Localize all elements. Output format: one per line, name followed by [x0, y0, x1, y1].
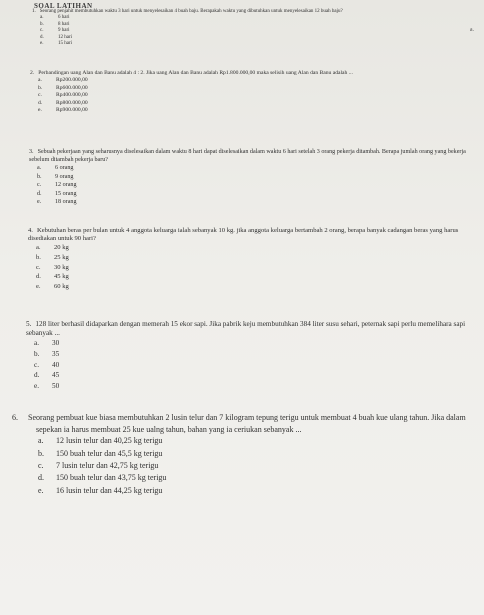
- option-text: 40: [52, 360, 60, 369]
- option-e: [34, 381, 480, 392]
- options-list: [38, 435, 480, 497]
- option-label: d.: [40, 34, 44, 40]
- option-label: d.: [34, 371, 40, 380]
- option-a: [38, 77, 480, 85]
- option-d: [36, 272, 480, 282]
- question-6-text: 6. Seorang pembuat kue biasa membutuhkan 2 lusin telur dan 7 kilogram tepung terigu untuk membuat 4 buah kue ulang tahun. Jika dalam sepekan ia harus membuat 25 kue ualng tahun, bahan yang ia ceriukan sebanyak ...: [12, 413, 466, 434]
- option-d: [37, 190, 480, 199]
- option-label: d.: [38, 99, 43, 106]
- option-b: [38, 85, 480, 93]
- options-list: [38, 77, 480, 115]
- option-label: e.: [40, 41, 44, 47]
- question-body: Perbandingan uang Alan dan Banu adalah 4 : 2. Jika uang Alan dan Banu adalah Rp1.800.000,00 maka selisih uang Alan dan Banu adalah ...: [38, 70, 353, 76]
- option-text: 20 kg: [54, 244, 69, 252]
- option-text: 50: [52, 382, 60, 391]
- option-text: 7 lusin telur dan 42,75 kg terigu: [56, 460, 159, 470]
- question-5: [26, 320, 480, 392]
- option-label: e.: [37, 199, 42, 206]
- option-label: b.: [34, 349, 40, 358]
- option-a: [38, 435, 480, 447]
- option-label: b.: [40, 21, 44, 27]
- option-label: c.: [36, 263, 41, 271]
- option-text: 45 kg: [54, 273, 69, 281]
- question-body: 128 liter berhasil didaparkan dengan memerah 15 ekor sapi. Jika pabrik keju membutuhkan 384 liter susu sehari, peternak sapi perlu memelihara sapi sebanyak ...: [26, 320, 466, 337]
- option-label: a.: [37, 165, 42, 172]
- option-e: [38, 485, 480, 497]
- option-e: [36, 282, 480, 292]
- option-text: 15 hari: [58, 41, 73, 47]
- option-d: [38, 100, 480, 108]
- option-label: c.: [38, 460, 44, 470]
- option-b: [36, 253, 480, 263]
- question-3-text: [29, 149, 480, 164]
- question-number: 4.: [28, 227, 33, 234]
- option-label: c.: [38, 92, 42, 99]
- option-label: e.: [34, 382, 39, 391]
- option-e: [40, 41, 480, 48]
- option-c: [38, 460, 480, 472]
- option-text: 18 orang: [55, 199, 77, 206]
- option-text: Rp400.000,00: [56, 92, 88, 99]
- option-label: b.: [37, 173, 42, 180]
- option-text: 12 lusin telur dan 40,25 kg terigu: [56, 436, 163, 446]
- option-text: 9 hari: [58, 28, 70, 34]
- option-label: b.: [38, 448, 44, 458]
- option-text: 15 orang: [55, 190, 77, 197]
- question-6: [12, 412, 480, 497]
- option-text: 30: [52, 339, 60, 347]
- option-label: a.: [34, 339, 39, 347]
- option-label: c.: [40, 28, 44, 34]
- question-2-text: [30, 70, 480, 77]
- option-label: c.: [37, 182, 42, 189]
- margin-note: a.: [469, 27, 474, 33]
- question-number: 2.: [30, 70, 35, 76]
- option-b: [37, 173, 480, 182]
- option-label: a.: [40, 15, 44, 21]
- option-text: Rp900.000,00: [56, 107, 88, 114]
- question-number: 3.: [29, 149, 34, 155]
- option-b: [38, 448, 480, 460]
- option-d: [38, 472, 480, 484]
- option-text: Rp200.000,00: [56, 76, 88, 83]
- options-list: [34, 338, 480, 392]
- option-text: 6 orang: [55, 165, 74, 172]
- question-4-text: [28, 227, 480, 243]
- option-text: Rp600.000,00: [56, 84, 88, 91]
- question-number: 1.: [32, 9, 36, 14]
- option-label: c.: [34, 360, 39, 369]
- question-3: [29, 149, 480, 207]
- question-2: [30, 70, 480, 115]
- option-c: [34, 360, 480, 371]
- question-body: Kebutuhan beras per bulan untuk 4 anggota keluarga ialah sebanyak 10 kg. jika anggota keluarga bertambah 2 orang, berapa banyak cadangan beras yang harus disediakan untuk 90 hari?: [28, 227, 459, 243]
- option-a: [36, 243, 480, 253]
- option-text: 150 buah telur dan 43,75 kg terigu: [56, 473, 167, 483]
- option-label: d.: [37, 190, 42, 197]
- option-label: b.: [38, 84, 43, 91]
- option-text: 60 kg: [54, 282, 69, 290]
- options-list: [37, 164, 480, 207]
- question-body: Seorang penjahit membutuhkan waktu 3 hari untuk menyelesaikan 4 buah baju. Berapakah waktu yang dibutuhkan untuk menyelesaikan 12 buah baju?: [39, 9, 343, 14]
- option-b: [34, 349, 480, 360]
- option-label: d.: [36, 273, 41, 281]
- option-label: d.: [38, 473, 44, 483]
- question-5-text: [26, 320, 480, 338]
- option-label: e.: [36, 282, 41, 290]
- option-c: [38, 92, 480, 100]
- option-label: e.: [38, 485, 44, 495]
- options-list: [40, 15, 480, 48]
- option-text: 16 lusin telur dan 44,25 kg terigu: [56, 485, 163, 495]
- option-text: 8 hari: [58, 21, 70, 27]
- option-text: 25 kg: [54, 254, 69, 262]
- option-text: 45: [52, 371, 60, 380]
- option-d: [34, 370, 480, 381]
- worksheet-title: SOAL LATIHAN: [34, 2, 93, 10]
- question-number: 5.: [26, 320, 32, 328]
- option-text: Rp800.000,00: [56, 99, 88, 106]
- question-body: Seorang pembuat kue biasa membutuhkan 2 lusin telur dan 7 kilogram tepung terigu untuk membuat 4 buah kue ulang tahun. Jika dalam sepekan ia harus membuat 25 kue ualng tahun, bahan yang ia ceriukan sebanyak ...: [28, 413, 466, 434]
- option-label: a.: [38, 436, 44, 446]
- option-text: 12 orang: [55, 182, 77, 189]
- option-c: [37, 181, 480, 190]
- option-label: a.: [38, 76, 42, 83]
- option-e: [37, 198, 480, 207]
- question-body: Sebuah pekerjaan yang seharusnya diselesaikan dalam waktu 8 hari dapat diselesaikan dalam waktu 6 hari setelah 3 orang pekerja ditambah. Berapa jumlah orang yang bekerja sebelum ditambah pekerja baru?: [29, 149, 466, 163]
- option-text: 30 kg: [54, 263, 69, 271]
- option-a: [37, 164, 480, 173]
- option-label: e.: [38, 107, 42, 114]
- option-text: 35: [52, 349, 60, 358]
- option-text: 9 orang: [55, 173, 74, 180]
- question-4: [28, 227, 480, 291]
- option-label: b.: [36, 254, 41, 262]
- option-text: 150 buah telur dan 45,5 kg terigu: [56, 448, 163, 458]
- option-label: a.: [36, 244, 41, 252]
- option-c: [36, 263, 480, 273]
- option-e: [38, 107, 480, 115]
- option-a: [34, 338, 480, 349]
- question-1: [32, 9, 480, 48]
- option-text: 12 hari: [58, 34, 73, 40]
- option-text: 6 hari: [58, 15, 70, 21]
- options-list: [36, 243, 480, 291]
